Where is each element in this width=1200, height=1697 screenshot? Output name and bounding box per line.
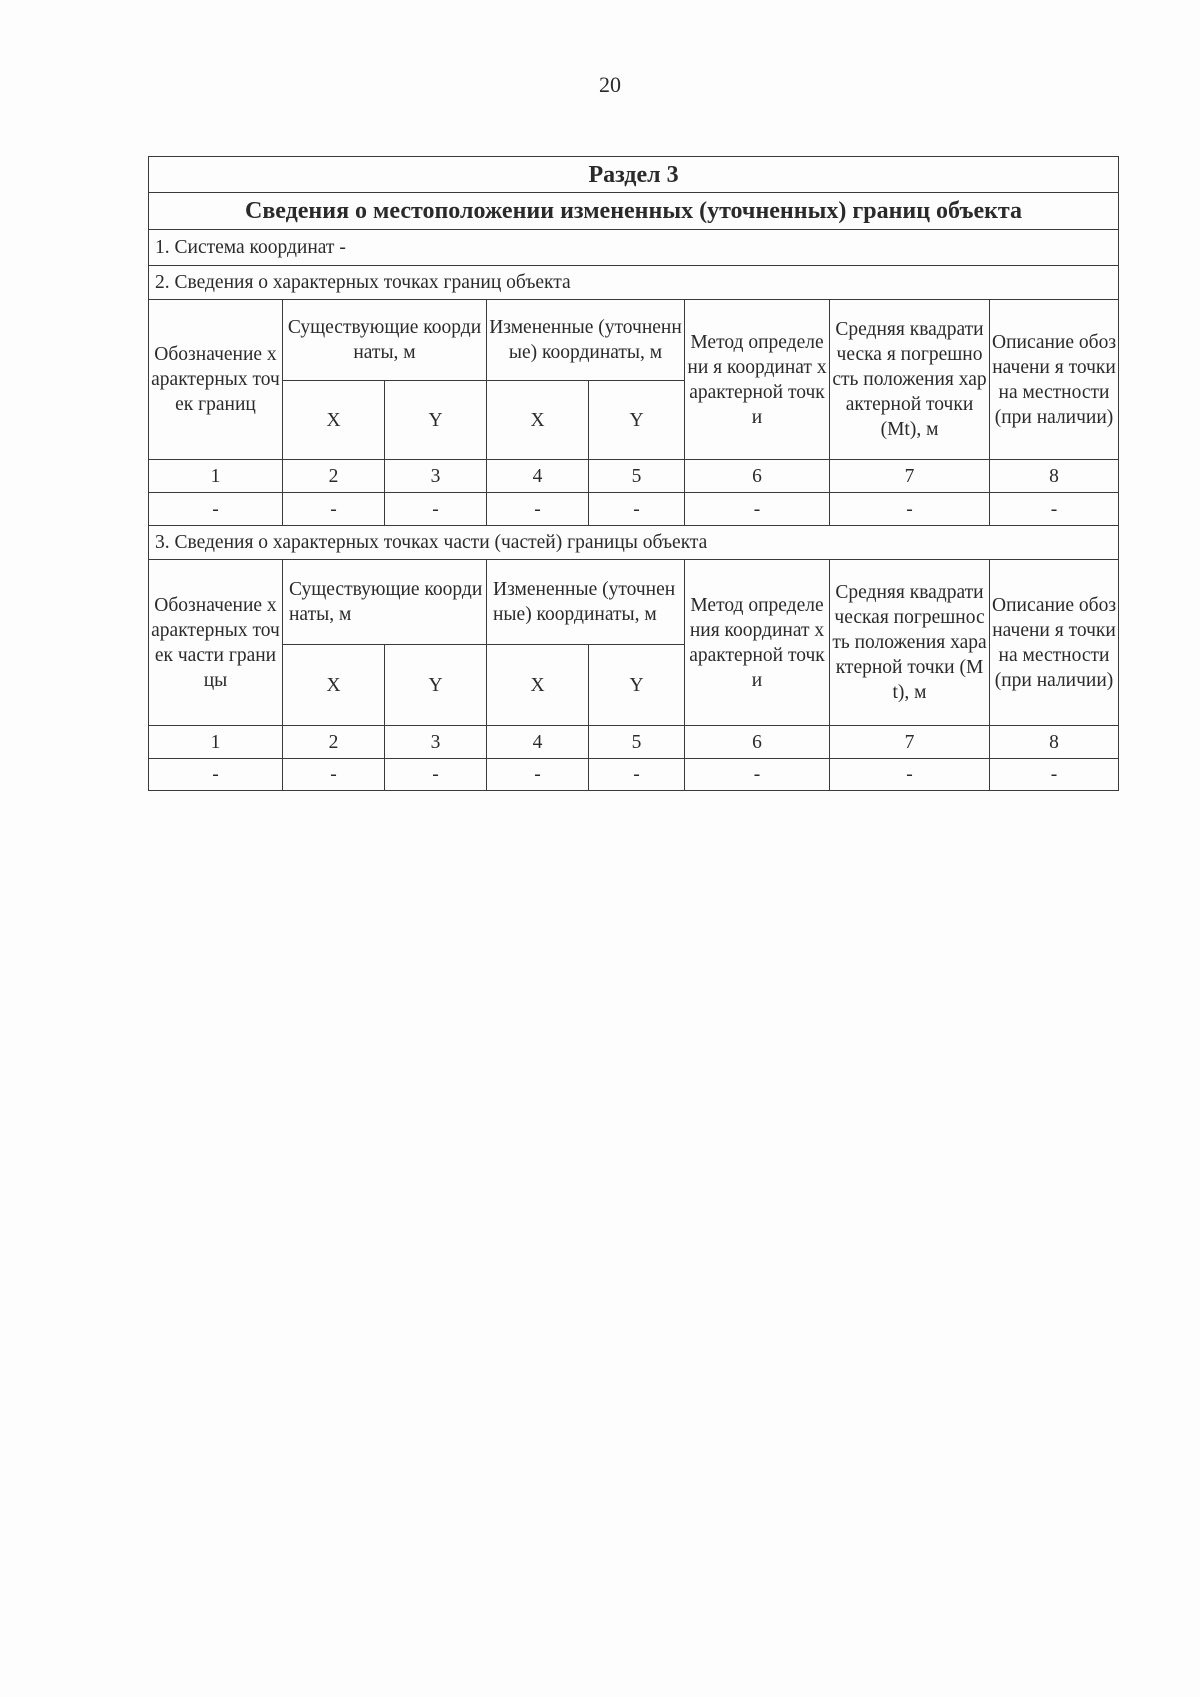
table-cell: - [990, 493, 1119, 526]
table-cell: - [990, 759, 1119, 791]
table-cell: - [149, 759, 283, 791]
part3-header-designation: Обозначение характерных точек части границы [149, 560, 283, 726]
table-cell: 8 [990, 726, 1119, 759]
section-subtitle: Сведения о местоположении измененных (уточненных) границ объекта [149, 193, 1119, 230]
part3-header-x-existing: X [283, 645, 385, 726]
part2-header-existing: Существующие координаты, м [283, 300, 487, 381]
coordinate-system: 1. Система координат - [149, 230, 1119, 266]
table-cell: 3 [385, 726, 487, 759]
part2-number-row [149, 460, 1119, 493]
table-cell: 8 [990, 460, 1119, 493]
table-cell: 3 [385, 460, 487, 493]
part2-header-description: Описание обозначени я точки на местности (при наличии) [990, 300, 1119, 460]
part3-header-method: Метод определения координат характерной точки [685, 560, 830, 726]
table-cell: 1 [149, 460, 283, 493]
boundary-table [148, 156, 1119, 791]
part3-header-y-changed: Y [589, 645, 685, 726]
table-cell: 4 [487, 726, 589, 759]
table-cell: - [385, 493, 487, 526]
table-cell: - [385, 759, 487, 791]
part3-header-x-changed: X [487, 645, 589, 726]
table-cell: - [589, 493, 685, 526]
table-cell: 2 [283, 726, 385, 759]
table-cell: - [283, 493, 385, 526]
part3-data-row [149, 759, 1119, 791]
part2-header-error: Средняя квадратическа я погрешность положения характерной точки (Mt), м [830, 300, 990, 460]
table-cell: 6 [685, 726, 830, 759]
table-cell: 5 [589, 726, 685, 759]
table-cell: 6 [685, 460, 830, 493]
section-title: Раздел 3 [149, 157, 1119, 193]
table-cell: 1 [149, 726, 283, 759]
table-cell: - [685, 759, 830, 791]
page-number: 20 [599, 72, 621, 97]
part3-number-row [149, 726, 1119, 759]
table-cell: 5 [589, 460, 685, 493]
table-cell: 7 [830, 460, 990, 493]
table-cell: - [830, 493, 990, 526]
part2-header-changed: Измененные (уточненные) координаты, м [487, 300, 685, 381]
part3-header-description: Описание обозначени я точки на местности (при наличии) [990, 560, 1119, 726]
table-cell: - [685, 493, 830, 526]
table-cell: 7 [830, 726, 990, 759]
part2-title: 2. Сведения о характерных точках границ объекта [149, 266, 1119, 300]
part2-header-designation: Обозначение характерных точек границ [149, 300, 283, 460]
part2-header-x-changed: X [487, 381, 589, 460]
part2-data-row [149, 493, 1119, 526]
table-cell: 2 [283, 460, 385, 493]
part2-header-y-changed: Y [589, 381, 685, 460]
table-cell: - [149, 493, 283, 526]
part3-header-existing: Существующие координаты, м [283, 560, 487, 645]
table-cell: - [589, 759, 685, 791]
part3-header-changed: Измененные (уточненные) координаты, м [487, 560, 685, 645]
table-cell: - [283, 759, 385, 791]
part2-header-method: Метод определени я координат характерной точки [685, 300, 830, 460]
part3-header-y-existing: Y [385, 645, 487, 726]
table-cell: - [830, 759, 990, 791]
part2-header-x-existing: X [283, 381, 385, 460]
part3-header-error: Средняя квадратическая погрешность положения характерной точки (Mt), м [830, 560, 990, 726]
table-cell: 4 [487, 460, 589, 493]
part3-title: 3. Сведения о характерных точках части (частей) границы объекта [149, 526, 1119, 560]
part2-header-y-existing: Y [385, 381, 487, 460]
table-cell: - [487, 493, 589, 526]
table-cell: - [487, 759, 589, 791]
